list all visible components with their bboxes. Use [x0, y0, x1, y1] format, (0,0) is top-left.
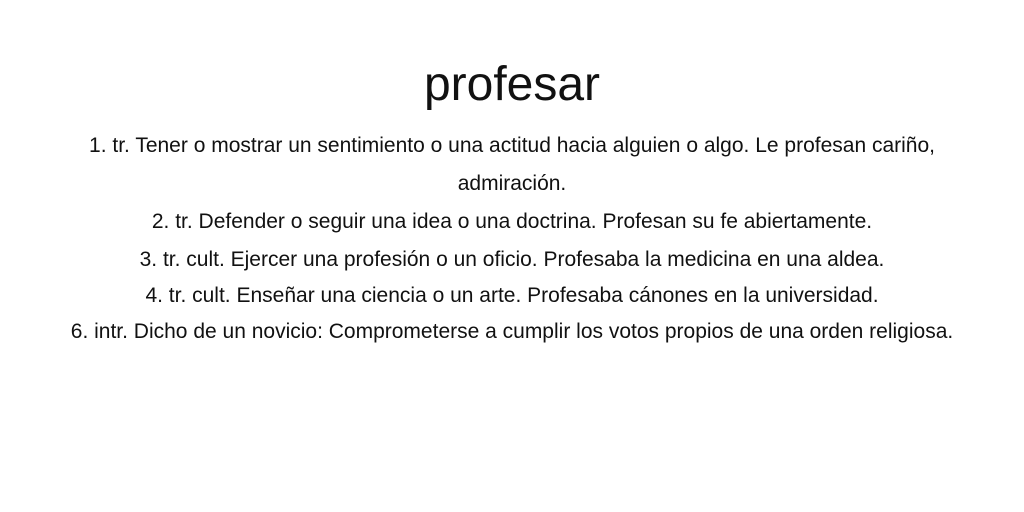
definition-item: 2. tr. Defender o seguir una idea o una doctrina. Profesan su fe abiertamente.	[151, 210, 873, 233]
definition-item: 1. tr. Tener o mostrar un sentimiento o una actitud hacia alguien o algo. Le profesan cariño, admiración.	[89, 134, 935, 195]
entry-title: profesar	[423, 58, 601, 111]
definition-list	[62, 127, 962, 351]
definition-item: 6. intr. Dicho de un novicio: Comprometerse a cumplir los votos propios de una orden religiosa.	[70, 320, 954, 343]
definition-item: 3. tr. cult. Ejercer una profesión o un oficio. Profesaba la medicina en una aldea.	[139, 248, 885, 271]
definition-item: 4. tr. cult. Enseñar una ciencia o un arte. Profesaba cánones en la universidad.	[145, 284, 879, 307]
